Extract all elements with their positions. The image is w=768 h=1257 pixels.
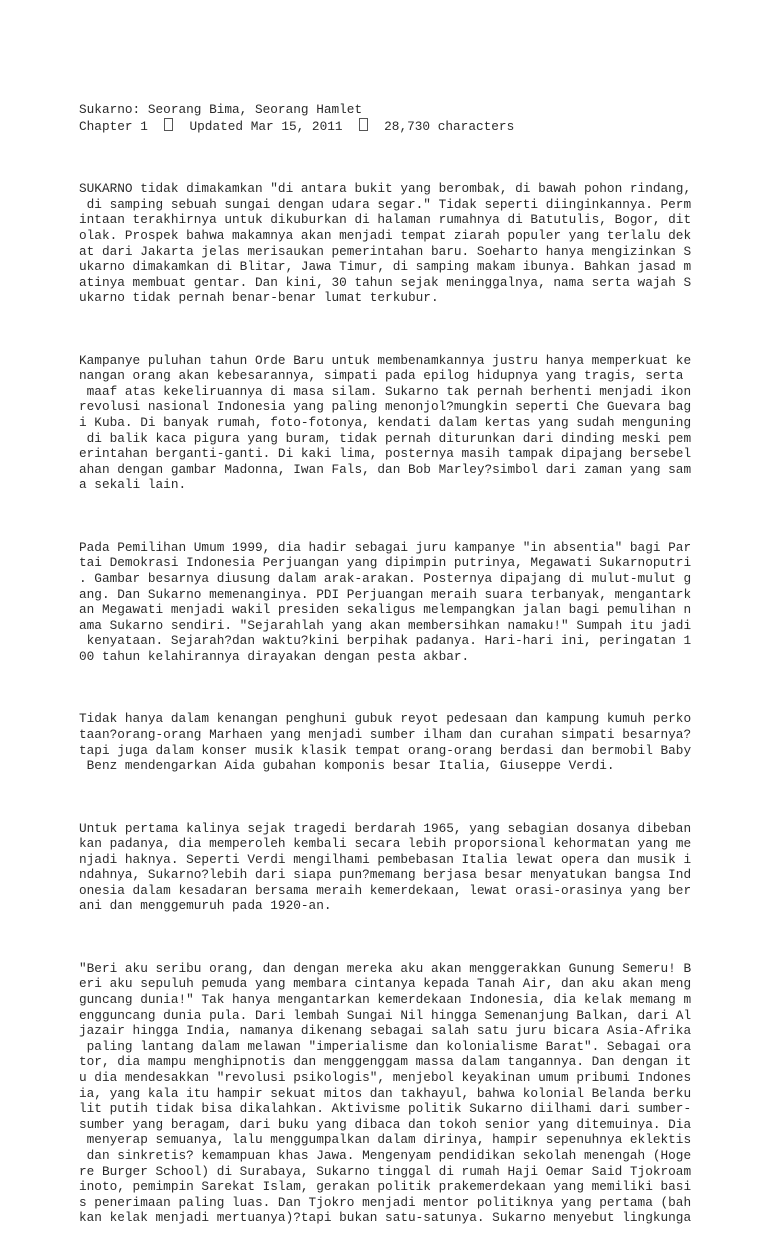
body-paragraph-6: "Beri aku seribu orang, dan dengan mereka aku akan menggerakkan Gunung Semeru! B eri aku sepuluh pemuda yang membara cintanya kepada Tanah Air, dan aku akan meng guncang dunia!" Tak hanya mengantarkan kemerdekaan Indonesia, dia kelak memang m engguncang dunia pula. Dari lembah Sungai Nil hingga Semenanjung Balkan, dari Al jazair hingga India, namanya dikenang sebagai salah satu juru bicara Asia-Afrika paling lantang dalam melawan "imperialisme dan kolonialisme Barat". Sebagai ora tor, dia mampu menghipnotis dan menggenggam massa dalam tangannya. Dan dengan it u dia mendesakkan "revolusi psikologis", menjebol keyakinan umum pribumi Indones ia, yang kala itu hampir sekuat mitos dan takhayul, bahwa kolonial Belanda berku lit putih tidak bisa dikalahkan. Aktivisme politik Sukarno diilhami dari sumber- sumber yang beragam, dari buku yang dibaca dan tokoh senior yang ditemuinya. Dia menyerap semuanya, lalu menggumpalkan dalam dirinya, hampir sepenuhnya eklektis dan sinkretis? kemampuan khas Jawa. Mengenyam pendidikan sekolah menengah (Hoge re Burger School) di Surabaya, Sukarno tinggal di rumah Haji Oemar Said Tjokroam inoto, pemimpin Sarekat Islam, gerakan politik prakemerdekaan yang memiliki basi s penerimaan paling luas. Dan Tjokro menjadi mentor politiknya yang pertama (bah kan kelak menjadi mertuanya)?tapi bukan satu-satunya. Sukarno menyebut lingkunga xyxy=(79,960,692,1226)
chapter-label: Chapter 1 xyxy=(79,118,148,134)
body-paragraph-2: Kampanye puluhan tahun Orde Baru untuk membenamkannya justru hanya memperkuat ke nangan orang akan kebesarannya, simpati pada epilog hidupnya yang tragis, serta maaf atas kekeliruannya di masa silam. Sukarno tak pernah berhenti menjadi ikon revolusi nasional Indonesia yang paling menonjol?mungkin seperti Che Guevara bag i Kuba. Di banyak rumah, foto-fotonya, kendati dalam kertas yang sudah menguning di balik kaca pigura yang buram, tidak pernah diturunkan dari dinding meski pem erintahan berganti-ganti. Di kaki lima, posternya masih tampak dipajang bersebel ahan dengan gambar Madonna, Iwan Fals, dan Bob Marley?simbol dari zaman yang sam a sekali lain. xyxy=(79,352,692,493)
missing-glyph-box-icon xyxy=(164,118,173,131)
missing-glyph-box-icon xyxy=(359,118,368,131)
document-title: Sukarno: Seorang Bima, Seorang Hamlet xyxy=(79,102,363,118)
updated-date: Updated Mar 15, 2011 xyxy=(189,118,343,134)
body-paragraph-1: SUKARNO tidak dimakamkan "di antara bukit yang berombak, di bawah pohon rindang, di samping sebuah sungai dengan udara segar." Tidak seperti diinginkannya. Perm intaan terakhirnya untuk dikuburkan di halaman rumahnya di Batutulis, Bogor, dit olak. Prospek bahwa makamnya akan menjadi tempat ziarah populer yang terlalu dek at dari Jakarta jelas merisaukan pemerintahan baru. Soeharto hanya mengizinkan S ukarno dimakamkan di Blitar, Jawa Timur, di samping makam ibunya. Bahkan jasad m atinya membuat gentar. Dan kini, 30 tahun sejak meninggalnya, nama serta wajah S ukarno tidak pernah benar-benar lumat terkubur. xyxy=(79,181,692,306)
character-count: 28,730 characters xyxy=(384,118,515,134)
document-header xyxy=(79,102,705,134)
body-paragraph-3: Pada Pemilihan Umum 1999, dia hadir sebagai juru kampanye "in absentia" bagi Par tai Demokrasi Indonesia Perjuangan yang dipimpin putrinya, Megawati Sukarnoputri . Gambar besarnya diusung dalam arak-arakan. Posternya dipajang di mulut-mulut g ang. Dan Sukarno memenanginya. PDI Perjuangan meraih suara terbanyak, mengantark an Megawati menjadi wakil presiden sekaligus melempangkan jalan bagi pemulihan n ama Sukarno sendiri. "Sejarahlah yang akan membersihkan namaku!" Sumpah itu jadi kenyataan. Sejarah?dan waktu?kini berpihak padanya. Hari-hari ini, peringatan 1 00 tahun kelahirannya dirayakan dengan pesta akbar. xyxy=(79,539,692,664)
body-paragraph-4: Tidak hanya dalam kenangan penghuni gubuk reyot pedesaan dan kampung kumuh perko taan?orang-orang Marhaen yang menjadi sumber ilham dan curahan simpati besarnya? tapi juga dalam konser musik klasik tempat orang-orang berdasi dan bermobil Baby Benz mendengarkan Aida gubahan komponis besar Italia, Giuseppe Verdi. xyxy=(79,711,692,774)
document-page xyxy=(79,71,705,1257)
body-paragraph-5: Untuk pertama kalinya sejak tragedi berdarah 1965, yang sebagian dosanya dibeban kan padanya, dia memperoleh kembali secara lebih proporsional kehormatan yang me njadi haknya. Seperti Verdi mengilhami pembebasan Italia lewat opera dan musik i ndahnya, Sukarno?lebih dari siapa pun?memang berjasa besar menyatukan bangsa Ind onesia dalam kesadaran bersama meraih kemerdekaan, lewat orasi-orasinya yang ber ani dan menggemuruh pada 1920-an. xyxy=(79,820,692,914)
